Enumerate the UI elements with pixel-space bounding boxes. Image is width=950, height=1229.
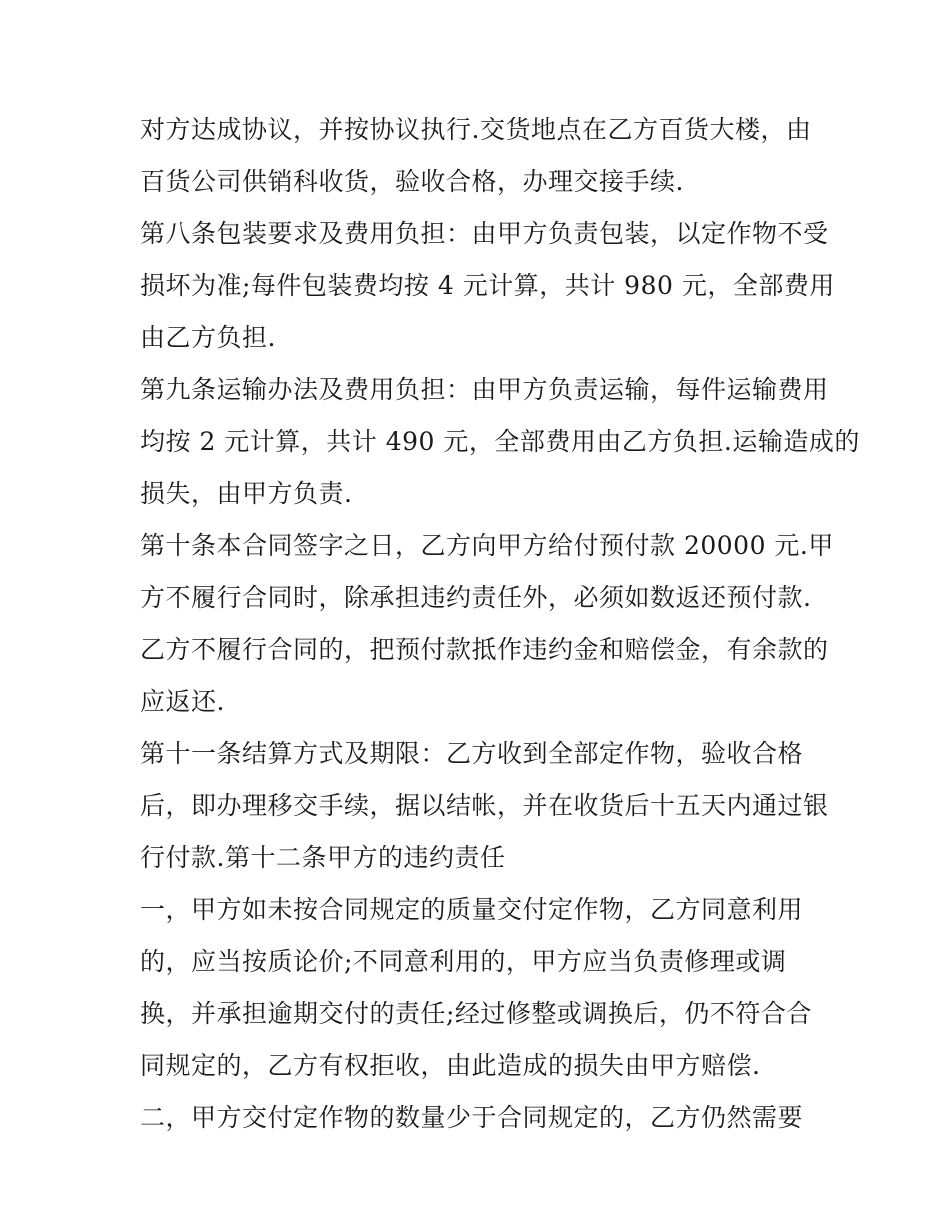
text-line: 同规定的，乙方有权拒收，由此造成的损失由甲方赔偿. [140,1051,761,1080]
text-line: 对方达成协议，并按协议执行.交货地点在乙方百货大楼，由 [140,115,812,144]
document-body [140,104,860,1144]
text-line: 均按 2 元计算，共计 490 元，全部费用由乙方负担.运输造成的 [140,427,860,456]
text-line: 由乙方负担. [140,323,276,352]
text-line: 方不履行合同时，除承担违约责任外，必须如数返还预付款. [140,583,812,612]
text-line: 百货公司供销科收货，验收合格，办理交接手续. [140,167,684,196]
text-line: 换，并承担逾期交付的责任;经过修整或调换后，仍不符合合 [140,999,812,1028]
text-line: 损失，由甲方负责. [140,479,353,508]
text-line: 第十一条结算方式及期限：乙方收到全部定作物，验收合格 [140,739,804,768]
text-line: 行付款.第十二条甲方的违约责任 [140,843,506,872]
text-line: 后，即办理移交手续，据以结帐，并在收货后十五天内通过银 [140,791,829,820]
text-line: 二，甲方交付定作物的数量少于合同规定的，乙方仍然需要 [140,1103,804,1132]
text-line: 乙方不履行合同的，把预付款抵作违约金和赔偿金，有余款的 [140,635,829,664]
text-line: 第十条本合同签字之日，乙方向甲方给付预付款 20000 元.甲 [140,531,834,560]
text-line: 一，甲方如未按合同规定的质量交付定作物，乙方同意利用 [140,895,804,924]
text-line: 的，应当按质论价;不同意利用的，甲方应当负责修理或调 [140,947,787,976]
text-line: 第九条运输办法及费用负担：由甲方负责运输，每件运输费用 [140,375,829,404]
text-line: 损坏为准;每件包装费均按 4 元计算，共计 980 元，全部费用 [140,271,835,300]
text-line: 第八条包装要求及费用负担：由甲方负责包装，以定作物不受 [140,219,829,248]
text-line: 应返还. [140,687,225,716]
